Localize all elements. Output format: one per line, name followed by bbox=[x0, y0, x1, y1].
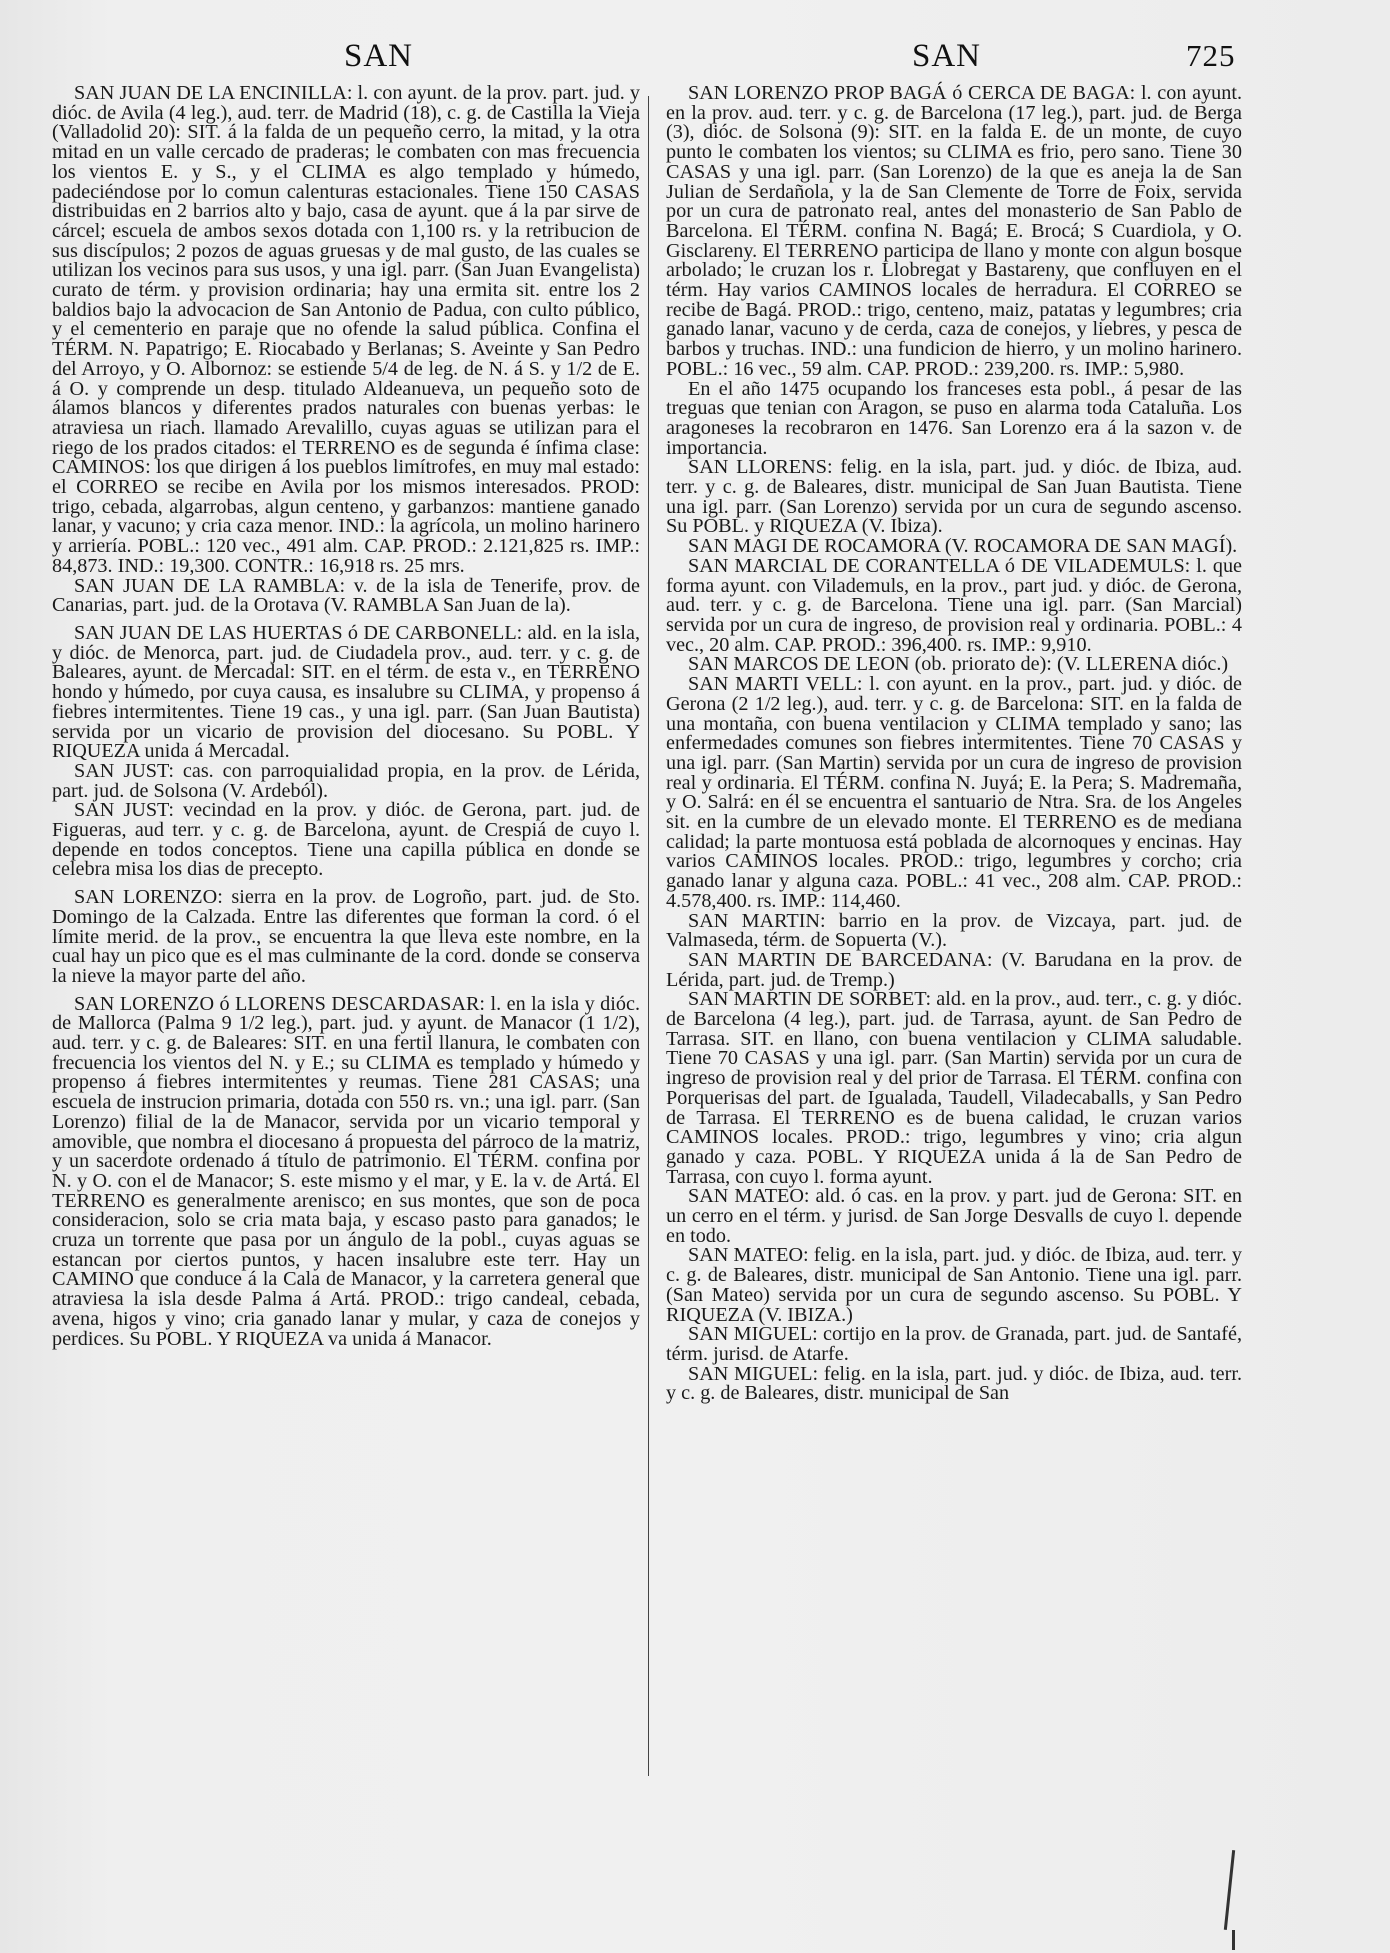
margin-pen-mark bbox=[1224, 1850, 1235, 1930]
dictionary-entry: SAN MIGUEL: felig. en la isla, part. jud. y dióc. de Ibiza, aud. terr. y c. g. de Baleares, distr. municipal de San bbox=[666, 1362, 1242, 1405]
dictionary-entry: SAN MARCIAL DE CORANTELLA ó DE VILADEMULS: l. que forma ayunt. con Vilademuls, en la prov., part jud. y dióc. de Gerona, aud. terr. y c. g. de Barcelona. Tiene una igl. parr. (San Marcial) servida por un cura de ingreso, de provision real y ordinaria. POBL.: 4 vec., 20 alm. CAP. PROD.: 396,400. rs. IMP.: 9,910. bbox=[666, 554, 1242, 656]
dictionary-entry: SAN JUAN DE LA ENCINILLA: l. con ayunt. de la prov. part. jud. y dióc. de Avila (4 leg.), aud. terr. de Madrid (18), c. g. de Castilla la Vieja (Valladolid 20): SIT. á la falda de un pequeño cerro, la mitad, y la otra mitad en un valle cercado de praderas; le combaten con mas frecuencia los vientos E. y S., y el CLIMA es algo templado y húmedo, padeciéndose por lo comun calenturas estacionales. Tiene 150 CASAS distribuidas en 2 barrios alto y bajo, casa de ayunt. que á la par sirve de cárcel; escuela de ambos sexos dotada con 1,100 rs. y la retribucion de sus discípulos; 2 pozos de aguas gruesas y de mal gusto, de las cuales se utilizan los vecinos para sus usos, y una igl. parr. (San Juan Evangelista) curato de térm. y provision ordinaria; hay una ermita sit. entre los 2 baldios bajo la advocacion de San Antonio de Padua, con culto público, y el cementerio en paraje que no ofende la salud pública. Confina el TÉRM. N. Papatrigo; E. Riocabado y Berlanas; S. Aveinte y San Pedro del Arroyo, y O. Albornoz: se estiende 5/4 de leg. de N. á S. y 1/2 de E. á O. y comprende un desp. titulado Aldeanueva, un pequeño soto de álamos blancos y diferentes prados naturales con buenas yerbas: le atraviesa un riach. llamado Arevalillo, cuyas aguas se utilizan para el riego de los prados citados: el TERRENO es de segunda é ínfima clase: CAMINOS: los que dirigen á los pueblos limítrofes, en muy mal estado: el CORREO se recibe en Avila por los mismos interesados. PROD: trigo, cebada, algarrobas, algun centeno, y garbanzos: mantiene ganado lanar, y vacuno; y cria caza menor. IND.: la agrícola, un molino harinero y arriería. POBL.: 120 vec., 491 alm. CAP. PROD.: 2.121,825 rs. IMP.: 84,873. IND.: 19,300. CONTR.: 16,918 rs. 25 mrs. bbox=[52, 82, 640, 577]
dictionary-entry: SAN LORENZO ó LLORENS DESCARDASAR: l. en la isla y dióc. de Mallorca (Palma 9 1/2 leg.), part. jud. y ayunt. de Manacor (1 1/2), aud. terr. y c. g. de Baleares: SIT. en una fertil llanura, le combaten con frecuencia los vientos del N. y E.; su CLIMA es templado y húmedo y propenso á fiebres intermitentes y reumas. Tiene 281 CASAS; una escuela de instrucion primaria, dotada con 550 rs. vn.; una igl. parr. (San Lorenzo) filial de la de Manacor, servida por un vicario temporal y amovible, que nombra el diocesano á propuesta del párroco de la matriz, y un sacerdote ordenado á título de patrimonio. El TÉRM. confina por N. y O. con el de Manacor; S. este mismo y el mar, y E. la v. de Artá. El TERRENO es generalmente arenisco; en sus montes, que son de poca consideracion, solo se cria mata baja, y escaso pasto para ganados; le cruza un torrente que pasa por un ángulo de la pobl., cuyas aguas se estancan por ciertos puntos, y hacen insalubre este terr. Hay un CAMINO que conduce á la Cala de Manacor, y la carretera general que atraviesa la isla desde Palma á Artá. PROD.: trigo candeal, cebada, avena, higos y vino; cria ganado lanar y mular, y caza de conejos y perdices. Su POBL. Y RIQUEZA va unida á Manacor. bbox=[52, 992, 640, 1350]
dictionary-entry: SAN JUAN DE LA RAMBLA: v. de la isla de Tenerife, prov. de Canarias, part. jud. de la Orotava (V. RAMBLA San Juan de la). bbox=[52, 574, 640, 617]
running-header-right: SAN bbox=[912, 38, 982, 74]
dictionary-entry: SAN MARTIN DE BARCEDANA: (V. Barudana en la prov. de Lérida, part. jud. de Tremp.) bbox=[666, 948, 1242, 991]
right-column bbox=[666, 84, 1242, 1404]
dictionary-entry: SAN MARTIN DE SORBET: ald. en la prov., aud. terr., c. g. y dióc. de Barcelona (4 leg.), part. jud. de Tarrasa, ayunt. de San Pedro de Tarrasa. SIT. en llano, con buena ventilacion y CLIMA saludable. Tiene 70 CASAS y una igl. parr. (San Martin) servida por un cura de ingreso de provision real y del prior de Tarrasa. El TÉRM. confina con Porquerisas del part. de Igualada, Taudell, Viladecaballs, y San Pedro de Tarrasa. El TERRENO es de buena calidad, le cruzan varios CAMINOS locales. PROD.: trigo, legumbres y vino; cria algun ganado y caza. POBL. Y RIQUEZA unida á la de San Pedro de Tarrasa, con cuyo l. forma ayunt. bbox=[666, 988, 1242, 1188]
margin-pen-mark bbox=[1232, 1930, 1235, 1950]
dictionary-entry: SAN MATEO: ald. ó cas. en la prov. y part. jud de Gerona: SIT. en un cerro en el térm. y jurisd. de San Jorge Desvalls de cuyo l. depende en todo. bbox=[666, 1185, 1242, 1247]
page-number: 725 bbox=[1186, 38, 1236, 73]
dictionary-entry: SAN LORENZO PROP BAGÁ ó CERCA DE BAGA: l. con ayunt. en la prov. aud. terr. y c. g. de Barcelona (17 leg.), part. jud. de Berga (3), dióc. de Solsona (9): SIT. en la falda E. de un monte, de cuyo punto le combaten los vientos; su CLIMA es frio, pero sano. Tiene 30 CASAS y una igl. parr. (San Lorenzo) de la que es aneja la de San Julian de Serdañola, y la de San Clemente de Torre de Foix, servida por un cura de patronato real, antes del monasterio de San Pablo de Barcelona. El TÉRM. confina N. Bagá; E. Brocá; S Cuardiola, y O. Gisclareny. El TERRENO participa de llano y monte con algun bosque arbolado; le cruzan los r. Llobregat y Bastareny, que confluyen en el térm. Hay varios CAMINOS locales de herradura. El CORREO se recibe de Bagá. PROD.: trigo, centeno, maiz, patatas y legumbres; cria ganado lanar, vacuno y de cerda, caza de conejos, y liebres, y pesca de barbos y truchas. IND.: una fundicion de hierro, y un molino harinero. POBL.: 16 vec., 59 alm. CAP. PROD.: 239,200. rs. IMP.: 5,980. bbox=[666, 82, 1242, 380]
dictionary-entry: SAN LORENZO: sierra en la prov. de Logroño, part. jud. de Sto. Domingo de la Calzada. Entre las diferentes que forman la cord. ó el límite merid. de la prov., se encuentra la que lleva este nombre, en la cual hay un pico que es el mas culminante de la cord. donde se conserva la nieve la mayor parte del año. bbox=[52, 886, 640, 987]
running-header-left: SAN bbox=[344, 38, 414, 74]
dictionary-entry: SAN MATEO: felig. en la isla, part. jud. y dióc. de Ibiza, aud. terr. y c. g. de Baleares, distr. municipal de San Antonio. Tiene una igl. parr. (San Mateo) servida por un cura de segundo ascenso. Su POBL. Y RIQUEZA (V. IBIZA.) bbox=[666, 1244, 1242, 1326]
dictionary-entry: SAN MAGI DE ROCAMORA (V. ROCAMORA DE SAN MAGÍ). bbox=[688, 535, 1238, 558]
dictionary-entry: SAN LLORENS: felig. en la isla, part. jud. y dióc. de Ibiza, aud. terr. y c. g. de Baleares, distr. municipal de San Juan Bautista. Tiene una igl. parr. (San Lorenzo) servida por un cura de segundo ascenso. Su POBL. y RIQUEZA (V. Ibiza). bbox=[666, 456, 1242, 538]
dictionary-entry: SAN JUAN DE LAS HUERTAS ó DE CARBONELL: ald. en la isla, y dióc. de Menorca, part. jud. de Ciudadela prov., aud. terr. y c. g. de Baleares, ayunt. de Mercadal: SIT. en el térm. de esta v., en TERRENO hondo y húmedo, por cuya causa, es insalubre su CLIMA, y propenso á fiebres intermitentes. Tiene 19 cas., y una igl. parr. (San Juan Bautista) servida por un vicario de provision del diocesano. Su POBL. Y RIQUEZA unida á Mercadal. bbox=[52, 621, 640, 763]
dictionary-entry: SAN JUST: cas. con parroquialidad propia, en la prov. de Lérida, part. jud. de Solsona (V. Ardeból). bbox=[52, 759, 640, 802]
column-divider bbox=[648, 96, 649, 1776]
dictionary-entry: En el año 1475 ocupando los franceses esta pobl., á pesar de las treguas que tenian con Aragon, se puso en alarma toda Cataluña. Los aragoneses la recobraron en 1476. San Lorenzo era á la sazon v. de importancia. bbox=[666, 377, 1242, 459]
dictionary-entry: SAN MARTIN: barrio en la prov. de Vizcaya, part. jud. de Valmaseda, térm. de Sopuerta (V.). bbox=[666, 909, 1242, 952]
dictionary-entry: SAN MIGUEL: cortijo en la prov. de Granada, part. jud. de Santafé, térm. jurisd. de Atarfe. bbox=[666, 1323, 1242, 1365]
left-column bbox=[52, 84, 640, 1349]
dictionary-entry: SAN MARCOS DE LEON (ob. priorato de): (V. LLERENA dióc.) bbox=[688, 653, 1229, 676]
dictionary-entry: SAN JUST: vecindad en la prov. y dióc. de Gerona, part. jud. de Figueras, aud terr. y c. g. de Barcelona, ayunt. de Crespiá de cuyo l. depende en todos conceptos. Tiene una capilla pública en donde se celebra misa los dias de precepto. bbox=[52, 799, 640, 881]
dictionary-entry: SAN MARTI VELL: l. con ayunt. en la prov., part. jud. y dióc. de Gerona (2 1/2 leg.), aud. terr. y c. g. de Barcelona: SIT. en la falda de una montaña, con buena ventilacion y CLIMA templado y sano; las enfermedades comunes son fiebres intermitentes. Tiene 70 CASAS y una igl. parr. (San Martin) servida por un cura de ingreso de provision real y ordinaria. El TÉRM. confina N. Juyá; E. la Pera; S. Madremaña, y O. Salrá: en él se encuentra el santuario de Ntra. Sra. de los Angeles sit. en la cumbre de un elevado monte. El TERRENO es de mediana calidad; la parte montuosa está poblada de alcornoques y encinas. Hay varios CAMINOS locales. PROD.: trigo, legumbres y corcho; cria ganado lanar y alguna caza. POBL.: 41 vec., 208 alm. CAP. PROD.: 4.578,400. rs. IMP.: 114,460. bbox=[666, 673, 1242, 912]
